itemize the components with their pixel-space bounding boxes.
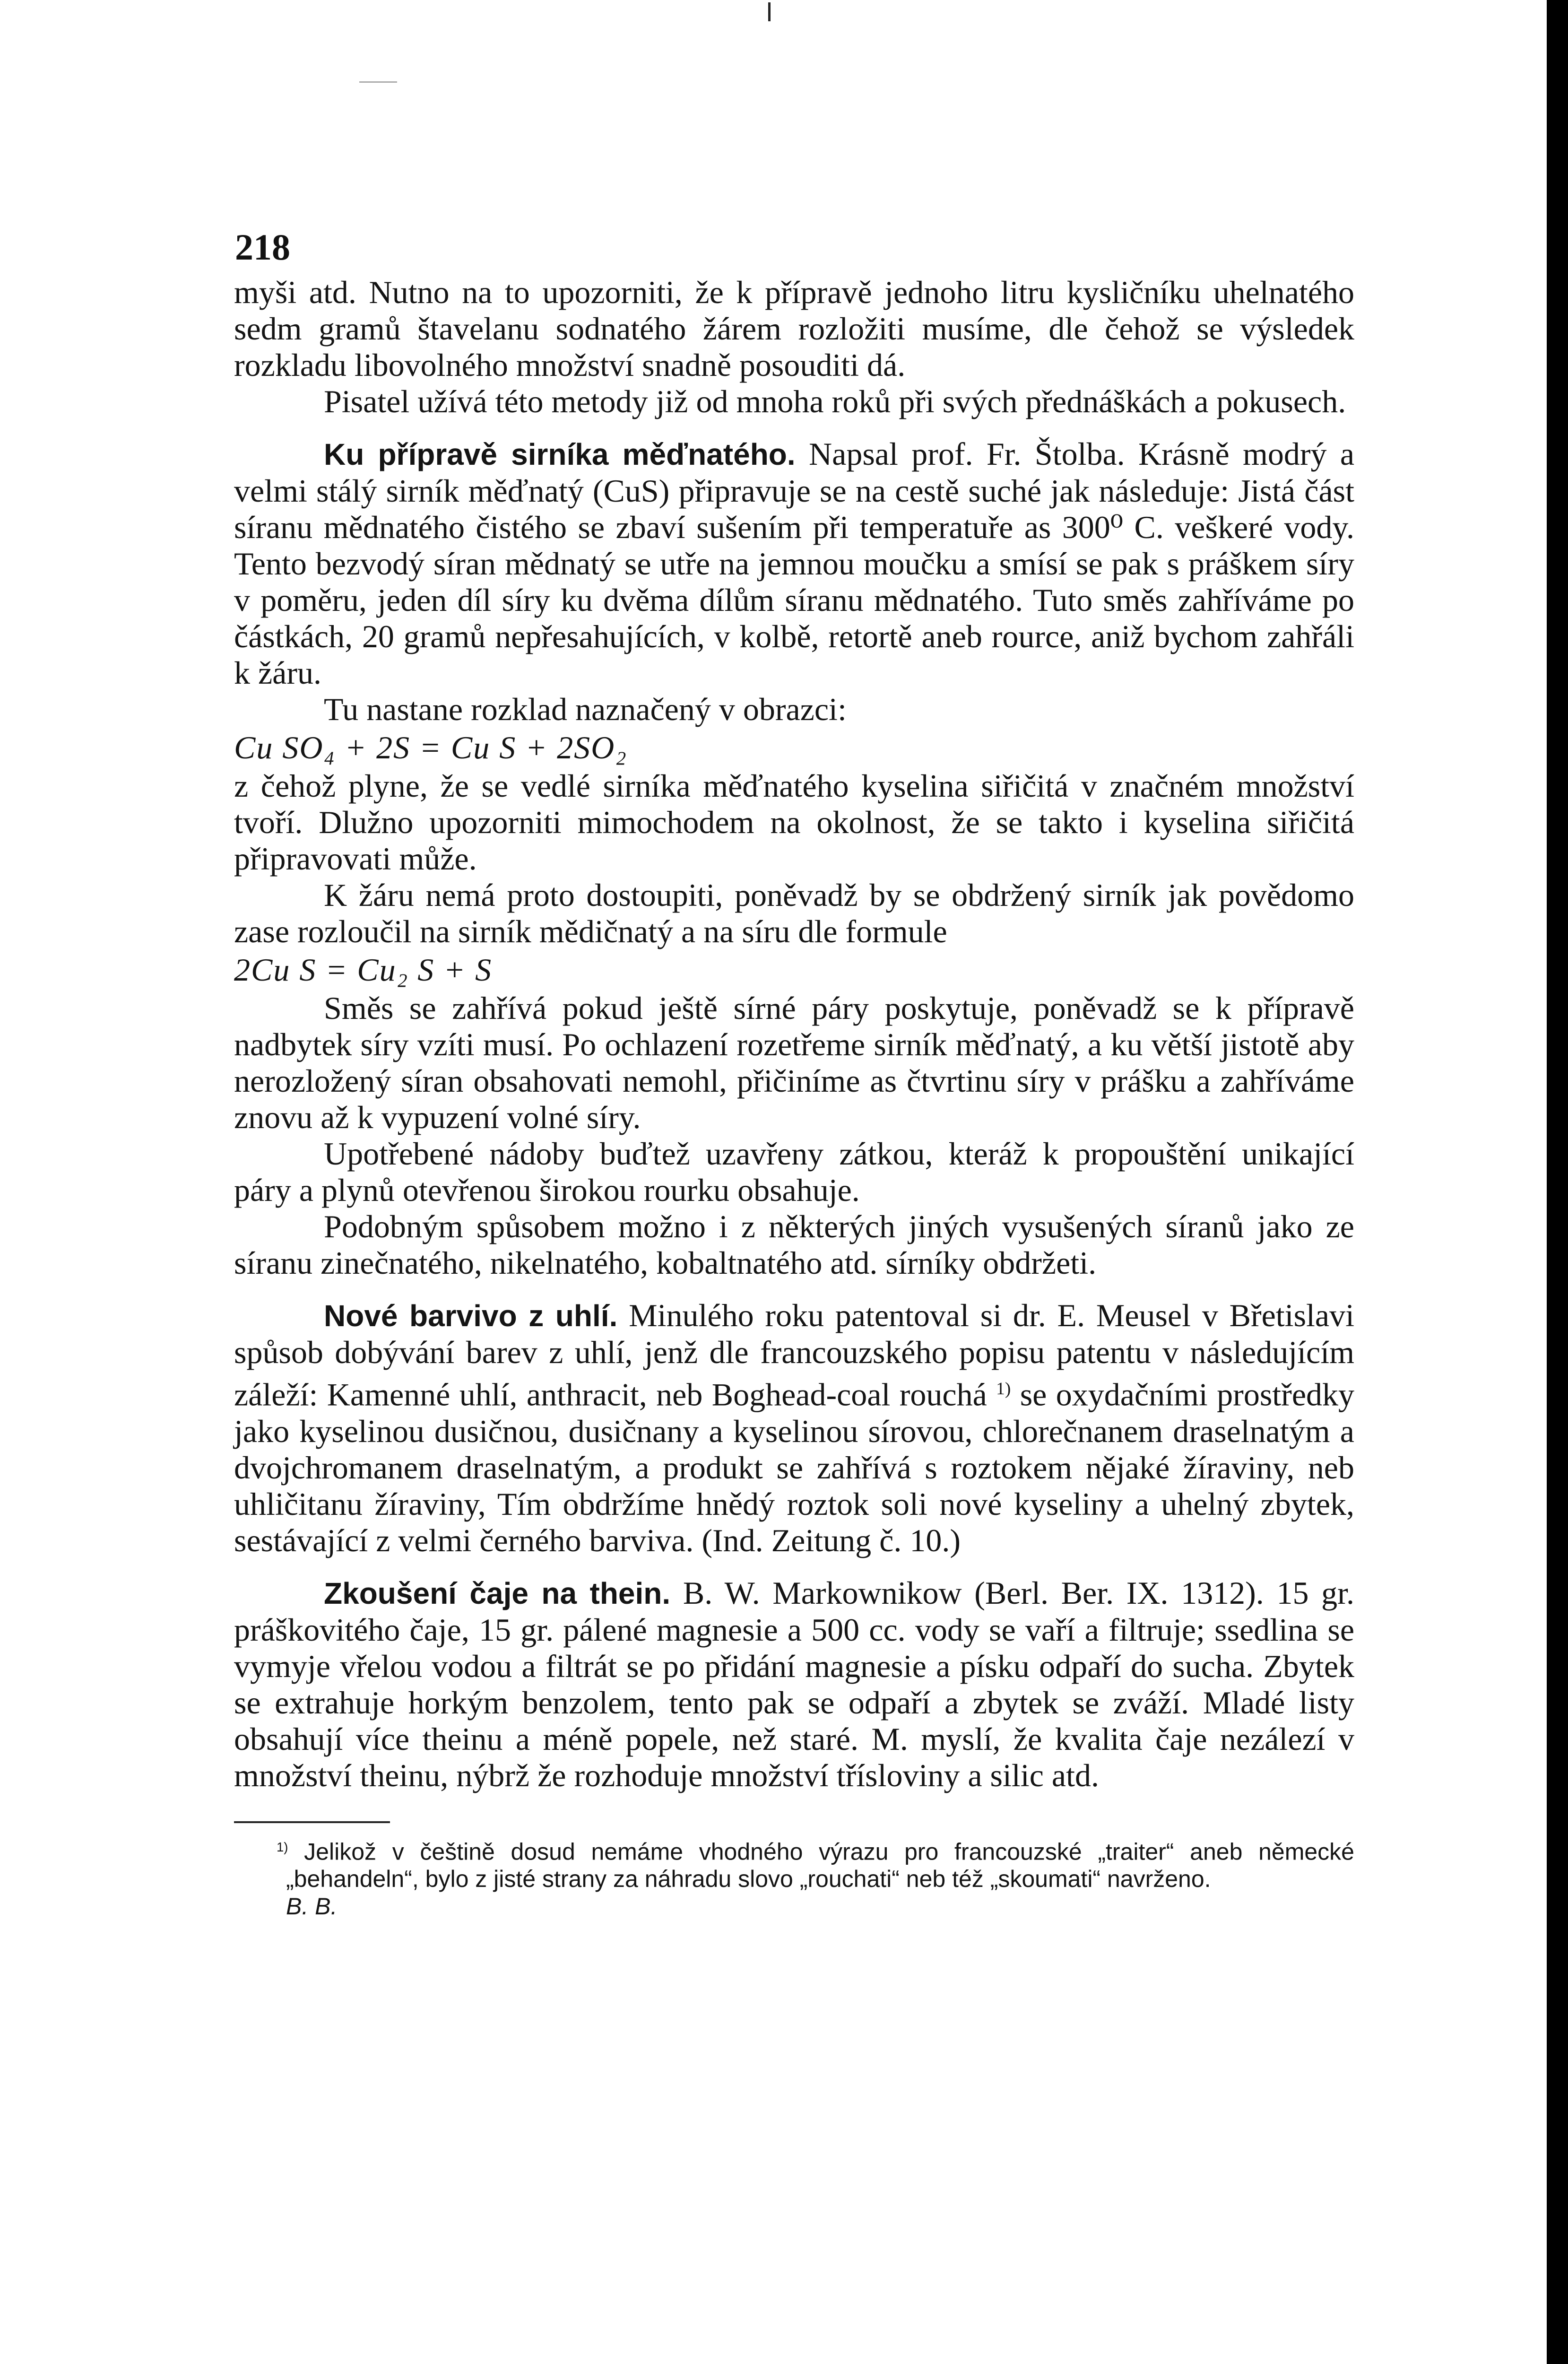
- section-tea: [234, 1575, 1354, 1794]
- paragraph: Podobným spůsobem možno i z některých jiných vysušených síranů jako ze síranu zinečnatého, nikelnatého, kobaltnatého atd. sírníky obdržeti.: [234, 1208, 1354, 1281]
- paragraph-text: Krásně modrý a velmi stálý sirník měďnatý (CuS) připravuje se na cestě suché jak následuje: Jistá část síranu mědnatého čistého se zbaví sušením při temperatuře as 300⁰ C. veškeré vody. Tento bezvodý síran mědnatý se utře na jemnou moučku a smísí se pak s práškem síry v poměru, jeden díl síry ku dvěma dílům síranu mědnatého. Tuto směs zahříváme po částkách, 20 gramů nepřesahujících, v kolbě, retortě aneb rource, aniž bychom zahřáli k žáru.: [234, 436, 1355, 691]
- footnote-signature-line: [286, 1893, 1354, 1920]
- footnote: [277, 1834, 1354, 1893]
- footnote-marker: 1): [277, 1839, 288, 1854]
- section-heading: Ku přípravě sirníka měďnatého.: [324, 437, 796, 471]
- section-dye: [234, 1297, 1354, 1559]
- paragraph-text: Minulého roku patentoval si dr. E. Meusel v Břetislavi spůsob dobývání barev z uhlí, jenž dle francouzského popisu patentu v následujícím záleží: Kamenné uhlí, anthracit, neb Boghead-coal rouchá: [234, 1297, 1354, 1413]
- paragraph-text: se oxydačními prostředky jako kyselinou dusičnou, dusičnany a kyselinou sírovou, chlorečnanem draselnatým a dvojchromanem draselnatým, a produkt se zahřívá s roztokem nějaké žíraviny, neb uhličitanu žíraviny, Tím obdržíme hnědý roztok soli nové kyseliny a uhelný zbytek, sestávající z velmi černého barviva. (Ind. Zeitung č. 10.): [234, 1376, 1354, 1558]
- scan-artifact: [359, 81, 397, 83]
- chemical-formula: Cu SO₄ + 2S = Cu S + 2SO₂: [234, 730, 627, 765]
- chemical-formula: 2Cu S = Cu₂ S + S: [234, 952, 493, 988]
- paragraph: K žáru nemá proto dostoupiti, poněvadž by se obdržený sirník jak povědomo zase rozloučil na sirník mědičnatý a na síru dle formule: [234, 877, 1354, 949]
- paragraph: Upotřebené nádoby buďtež uzavřeny zátkou, kteráž k propouštění unikající páry a plynů otevřenou širokou rourku obsahuje.: [234, 1136, 1354, 1208]
- paragraph: z čehož plyne, že se vedlé sirníka měďnatého kyselina siřičitá v značném množství tvoří. Dlužno upozorniti mimochodem na okolnost, že se takto i kyselina siřičitá připravovati může.: [234, 768, 1354, 877]
- page-body: [234, 274, 1354, 1920]
- byline: Napsal prof. Fr. Štolba.: [809, 436, 1125, 472]
- footnote-text: Jelikož v češtině dosud nemáme vhodného výrazu pro francouzské „traiter“ aneb německé „behandeln“, bylo z jisté strany za náhradu slovo „rouchati“ neb též „skoumati“ navrženo.: [286, 1838, 1354, 1893]
- footnote-rule: [234, 1821, 390, 1823]
- footnote-marker: 1): [996, 1379, 1011, 1399]
- paragraph: myši atd. Nutno na to upozorniti, že k přípravě jednoho litru kysličníku uhelnatého sedm gramů štavelanu sodnatého žárem rozložiti musíme, dle čehož se výsledek rozkladu libovolného množství snadně posouditi dá.: [234, 274, 1354, 383]
- footnote-signature: B. B.: [286, 1893, 338, 1920]
- scan-artifact: [768, 2, 771, 21]
- section-heading: Nové barvivo z uhlí.: [324, 1299, 618, 1333]
- paragraph: Tu nastane rozklad naznačený v obrazci:: [324, 691, 847, 727]
- page-number: 218: [235, 226, 290, 268]
- scan-edge-bar: [1547, 0, 1568, 2364]
- section-heading: Zkoušení čaje na thein.: [324, 1576, 671, 1610]
- section-sulfide: [234, 436, 1354, 691]
- paragraph: Směs se zahřívá pokud ještě sírné páry poskytuje, poněvadž se k přípravě nadbytek síry vzíti musí. Po ochlazení rozetřeme sirník měďnatý, a ku větší jistotě aby nerozložený síran obsahovati nemohl, přičiníme as čtvrtinu síry v prášku a zahříváme znovu až k vypuzení volné síry.: [234, 990, 1354, 1135]
- paragraph-text: B. W. Markownikow (Berl. Ber. IX. 1312). 15 gr. práškovitého čaje, 15 gr. pálené magnesie a 500 cc. vody se vaří a filtruje; ssedlina se vymyje vřelou vodou a filtrát se po přidání magnesie a písku odpaří do sucha. Zbytek se extrahuje horkým benzolem, tento pak se odpaří a zbytek se zváží. Mladé listy obsahují více theinu a méně popele, než staré. M. myslí, že kvalita čaje nezálezí v množství theinu, nýbrž že rozhoduje množství třísloviny a silic atd.: [234, 1574, 1355, 1793]
- paragraph: Pisatel užívá této metody již od mnoha roků při svých přednáškách a pokusech.: [324, 383, 1346, 419]
